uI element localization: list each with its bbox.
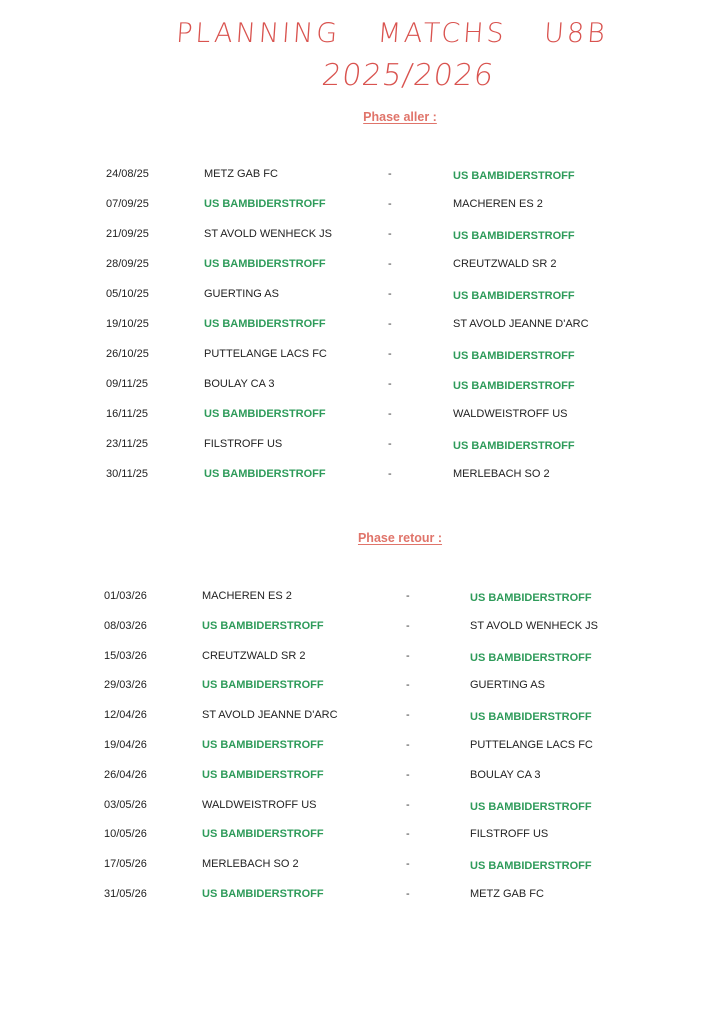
away-team: US BAMBIDERSTROFF [453,380,575,392]
home-team: US BAMBIDERSTROFF [204,258,326,270]
home-team: US BAMBIDERSTROFF [202,739,324,751]
match-separator: - [406,679,410,692]
match-separator: - [388,288,392,300]
home-team: US BAMBIDERSTROFF [204,318,326,330]
match-row [0,228,724,248]
match-date: 21/09/25 [106,228,149,240]
match-row [0,888,724,908]
away-team: US BAMBIDERSTROFF [470,860,592,873]
match-date: 24/08/25 [106,168,149,180]
home-team: METZ GAB FC [204,168,278,180]
match-separator: - [388,258,392,270]
match-date: 05/10/25 [106,288,149,300]
match-date: 16/11/25 [106,408,149,420]
match-separator: - [388,438,392,450]
match-date: 26/04/26 [104,768,147,781]
match-date: 01/03/26 [104,590,147,602]
match-row [0,828,724,848]
away-team: US BAMBIDERSTROFF [470,800,592,813]
away-team: ST AVOLD WENHECK JS [470,619,598,632]
match-row [0,620,724,640]
away-team: US BAMBIDERSTROFF [470,711,592,724]
match-row [0,679,724,699]
home-team: US BAMBIDERSTROFF [202,828,324,841]
match-date: 17/05/26 [104,858,147,871]
away-team: FILSTROFF US [470,828,549,841]
match-date: 30/11/25 [106,468,149,480]
match-separator: - [406,739,410,751]
away-team: US BAMBIDERSTROFF [453,350,575,362]
match-row [0,258,724,278]
home-team: US BAMBIDERSTROFF [202,619,324,632]
away-team: GUERTING AS [470,679,545,692]
match-separator: - [388,468,392,480]
match-row [0,438,724,458]
match-separator: - [406,619,410,632]
home-team: US BAMBIDERSTROFF [204,198,326,210]
match-date: 19/10/25 [106,318,149,330]
match-separator: - [388,168,392,180]
away-team: US BAMBIDERSTROFF [470,592,592,604]
home-team: US BAMBIDERSTROFF [204,468,326,480]
match-row [0,590,724,610]
away-team: CREUTZWALD SR 2 [453,258,557,270]
match-row [0,799,724,819]
away-team: PUTTELANGE LACS FC [470,739,593,751]
home-team: US BAMBIDERSTROFF [202,768,324,781]
home-team: US BAMBIDERSTROFF [202,679,324,692]
home-team: PUTTELANGE LACS FC [204,348,327,360]
match-separator: - [406,709,410,722]
away-team: METZ GAB FC [470,888,544,900]
home-team: GUERTING AS [204,288,279,300]
away-team: WALDWEISTROFF US [453,408,568,420]
match-row [0,408,724,428]
match-row [0,709,724,729]
match-date: 28/09/25 [106,258,149,270]
away-team: MACHEREN ES 2 [453,198,543,210]
away-team: ST AVOLD JEANNE D'ARC [453,318,589,330]
match-separator: - [388,198,392,210]
home-team: FILSTROFF US [204,438,283,450]
away-team: US BAMBIDERSTROFF [453,170,575,182]
home-team: WALDWEISTROFF US [202,798,317,811]
match-row [0,378,724,398]
match-separator: - [388,408,392,420]
home-team: CREUTZWALD SR 2 [202,649,306,662]
home-team: MERLEBACH SO 2 [202,858,299,871]
match-row [0,348,724,368]
match-separator: - [406,798,410,811]
page-title: PLANNING MATCHS U8B [175,18,609,49]
home-team: ST AVOLD WENHECK JS [204,228,332,240]
match-separator: - [388,378,392,390]
season-title: 2025/2026 [319,58,497,93]
match-date: 03/05/26 [104,798,147,811]
away-team: US BAMBIDERSTROFF [453,290,575,302]
away-team: MERLEBACH SO 2 [453,468,550,480]
match-date: 08/03/26 [104,619,147,632]
match-date: 31/05/26 [104,888,147,900]
home-team: ST AVOLD JEANNE D'ARC [202,709,338,722]
match-row [0,168,724,188]
match-separator: - [406,768,410,781]
match-separator: - [388,318,392,330]
match-date: 19/04/26 [104,739,147,751]
match-separator: - [406,828,410,841]
match-row [0,650,724,670]
away-team: US BAMBIDERSTROFF [470,651,592,664]
match-separator: - [406,858,410,871]
match-row [0,468,724,488]
match-row [0,288,724,308]
match-separator: - [388,348,392,360]
match-date: 07/09/25 [106,198,149,210]
match-date: 23/11/25 [106,438,149,450]
match-row [0,858,724,878]
away-team: US BAMBIDERSTROFF [453,230,575,242]
match-date: 12/04/26 [104,709,147,722]
home-team: US BAMBIDERSTROFF [202,888,324,900]
match-separator: - [406,888,410,900]
match-date: 09/11/25 [106,378,149,390]
match-separator: - [388,228,392,240]
match-date: 10/05/26 [104,828,147,841]
match-row [0,198,724,218]
match-date: 15/03/26 [104,649,147,662]
match-date: 26/10/25 [106,348,149,360]
match-separator: - [406,649,410,662]
away-team: US BAMBIDERSTROFF [453,440,575,452]
home-team: BOULAY CA 3 [204,378,275,390]
phase-retour-heading: Phase retour : [357,531,443,545]
home-team: US BAMBIDERSTROFF [204,408,326,420]
away-team: BOULAY CA 3 [470,768,541,781]
match-row [0,769,724,789]
match-date: 29/03/26 [104,679,147,692]
phase-aller-heading: Phase aller : [363,110,437,124]
match-separator: - [406,590,410,602]
match-row [0,318,724,338]
home-team: MACHEREN ES 2 [202,590,292,602]
match-row [0,739,724,759]
